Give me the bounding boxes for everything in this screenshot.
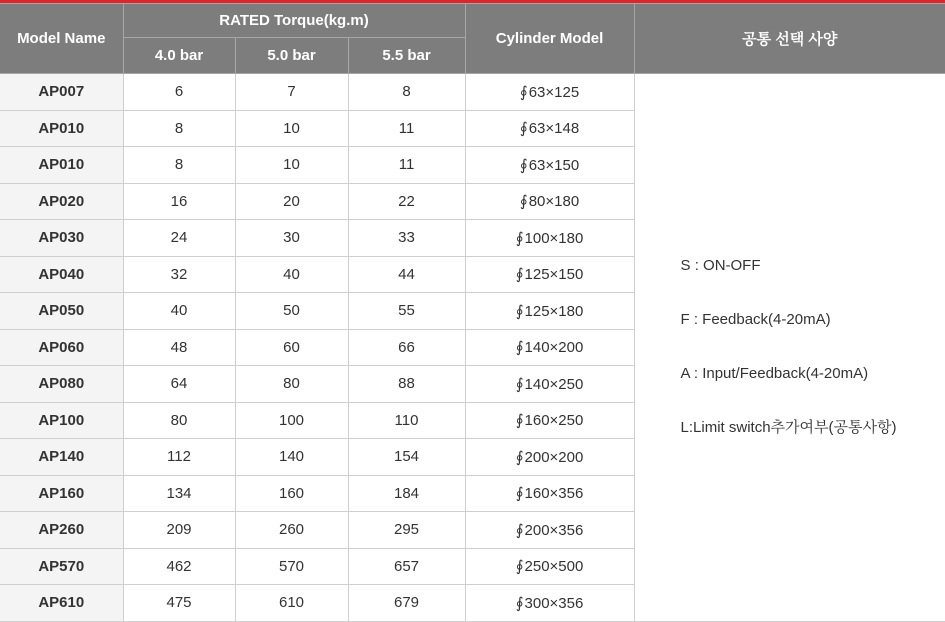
cylinder-model-cell (465, 293, 634, 330)
cylinder-size: 80×180 (528, 193, 580, 211)
cylinder-model-cell (465, 183, 634, 220)
diameter-symbol: ∮ (515, 412, 524, 430)
diameter-symbol: ∮ (519, 193, 528, 211)
torque-4-0-cell: 462 (123, 548, 235, 585)
cylinder-size: 140×200 (524, 339, 584, 357)
torque-5-0-cell: 10 (235, 110, 348, 147)
torque-5-0-cell: 7 (235, 74, 348, 111)
torque-4-0-cell: 16 (123, 183, 235, 220)
torque-5-0-cell: 30 (235, 220, 348, 257)
diameter-symbol: ∮ (515, 302, 524, 320)
cylinder-model-cell (465, 548, 634, 585)
cylinder-size: 200×200 (524, 448, 584, 466)
cylinder-model-cell (465, 110, 634, 147)
cylinder-model-cell (465, 329, 634, 366)
model-name-cell: AP007 (0, 74, 123, 111)
header-pressure-5-0: 5.0 bar (235, 38, 348, 74)
diameter-symbol: ∮ (519, 156, 528, 174)
cylinder-size: 160×356 (524, 485, 584, 503)
torque-5-0-cell: 140 (235, 439, 348, 476)
cylinder-model-cell (465, 220, 634, 257)
header-row-1 (0, 4, 945, 38)
cylinder-size: 160×250 (524, 412, 584, 430)
torque-5-0-cell: 570 (235, 548, 348, 585)
torque-5-5-cell: 154 (348, 439, 465, 476)
model-name-cell: AP010 (0, 110, 123, 147)
model-name-cell: AP140 (0, 439, 123, 476)
header-pressure-4-0: 4.0 bar (123, 38, 235, 74)
torque-4-0-cell: 112 (123, 439, 235, 476)
torque-5-5-cell: 22 (348, 183, 465, 220)
torque-5-0-cell: 100 (235, 402, 348, 439)
actuator-spec-table (0, 3, 945, 622)
table-body (0, 74, 945, 622)
diameter-symbol: ∮ (515, 558, 524, 576)
cylinder-model-cell (465, 147, 634, 184)
diameter-symbol: ∮ (519, 83, 528, 101)
torque-5-0-cell: 50 (235, 293, 348, 330)
torque-4-0-cell: 134 (123, 475, 235, 512)
cylinder-size: 250×500 (524, 558, 584, 576)
model-name-cell: AP610 (0, 585, 123, 622)
torque-4-0-cell: 209 (123, 512, 235, 549)
diameter-symbol: ∮ (519, 120, 528, 138)
torque-4-0-cell: 8 (123, 147, 235, 184)
torque-4-0-cell: 6 (123, 74, 235, 111)
model-name-cell: AP100 (0, 402, 123, 439)
cylinder-size: 300×356 (524, 594, 584, 612)
torque-5-0-cell: 10 (235, 147, 348, 184)
cylinder-model-cell (465, 439, 634, 476)
torque-4-0-cell: 80 (123, 402, 235, 439)
header-cylinder-model: Cylinder Model (465, 4, 634, 74)
torque-4-0-cell: 64 (123, 366, 235, 403)
cylinder-model-cell (465, 585, 634, 622)
torque-5-0-cell: 20 (235, 183, 348, 220)
cylinder-size: 140×250 (524, 375, 584, 393)
torque-5-5-cell: 8 (348, 74, 465, 111)
cylinder-model-cell (465, 475, 634, 512)
cylinder-model-cell (465, 512, 634, 549)
option-item: F : Feedback(4-20mA) (680, 311, 831, 329)
torque-5-5-cell: 88 (348, 366, 465, 403)
model-name-cell: AP040 (0, 256, 123, 293)
torque-4-0-cell: 8 (123, 110, 235, 147)
header-rated-torque: RATED Torque(kg.m) (123, 4, 465, 38)
torque-5-0-cell: 60 (235, 329, 348, 366)
option-item: L:Limit switch추가여부(공통사항) (680, 419, 897, 437)
model-name-cell: AP010 (0, 147, 123, 184)
torque-5-0-cell: 610 (235, 585, 348, 622)
cylinder-size: 125×150 (524, 266, 584, 284)
torque-4-0-cell: 475 (123, 585, 235, 622)
cylinder-size: 63×125 (528, 83, 580, 101)
torque-4-0-cell: 24 (123, 220, 235, 257)
torque-5-5-cell: 110 (348, 402, 465, 439)
torque-4-0-cell: 32 (123, 256, 235, 293)
torque-5-5-cell: 55 (348, 293, 465, 330)
model-name-cell: AP050 (0, 293, 123, 330)
torque-5-5-cell: 295 (348, 512, 465, 549)
diameter-symbol: ∮ (515, 448, 524, 466)
model-name-cell: AP570 (0, 548, 123, 585)
model-name-cell: AP020 (0, 183, 123, 220)
diameter-symbol: ∮ (515, 485, 524, 503)
torque-5-5-cell: 11 (348, 110, 465, 147)
diameter-symbol: ∮ (515, 375, 524, 393)
cylinder-size: 125×180 (524, 302, 584, 320)
torque-5-5-cell: 11 (348, 147, 465, 184)
cylinder-model-cell (465, 256, 634, 293)
model-name-cell: AP260 (0, 512, 123, 549)
cylinder-model-cell (465, 402, 634, 439)
cylinder-size: 200×356 (524, 521, 584, 539)
table-row (0, 74, 945, 111)
header-model-name: Model Name (0, 4, 123, 74)
header-common-options: 공통 선택 사양 (634, 4, 945, 74)
torque-5-0-cell: 40 (235, 256, 348, 293)
torque-5-5-cell: 184 (348, 475, 465, 512)
diameter-symbol: ∮ (515, 229, 524, 247)
model-name-cell: AP030 (0, 220, 123, 257)
cylinder-size: 63×150 (528, 156, 580, 174)
diameter-symbol: ∮ (515, 339, 524, 357)
header-pressure-5-5: 5.5 bar (348, 38, 465, 74)
cylinder-size: 63×148 (528, 120, 580, 138)
torque-4-0-cell: 48 (123, 329, 235, 366)
torque-5-5-cell: 679 (348, 585, 465, 622)
cylinder-size: 100×180 (524, 229, 584, 247)
diameter-symbol: ∮ (515, 594, 524, 612)
torque-5-5-cell: 657 (348, 548, 465, 585)
cylinder-model-cell (465, 366, 634, 403)
option-item: S : ON-OFF (680, 257, 761, 275)
torque-5-0-cell: 80 (235, 366, 348, 403)
torque-4-0-cell: 40 (123, 293, 235, 330)
diameter-symbol: ∮ (515, 521, 524, 539)
torque-5-5-cell: 33 (348, 220, 465, 257)
common-options-cell (634, 74, 945, 622)
option-item: A : Input/Feedback(4-20mA) (680, 365, 869, 383)
torque-5-5-cell: 66 (348, 329, 465, 366)
cylinder-model-cell (465, 74, 634, 111)
torque-5-5-cell: 44 (348, 256, 465, 293)
torque-5-0-cell: 260 (235, 512, 348, 549)
model-name-cell: AP060 (0, 329, 123, 366)
diameter-symbol: ∮ (515, 266, 524, 284)
model-name-cell: AP160 (0, 475, 123, 512)
torque-5-0-cell: 160 (235, 475, 348, 512)
model-name-cell: AP080 (0, 366, 123, 403)
